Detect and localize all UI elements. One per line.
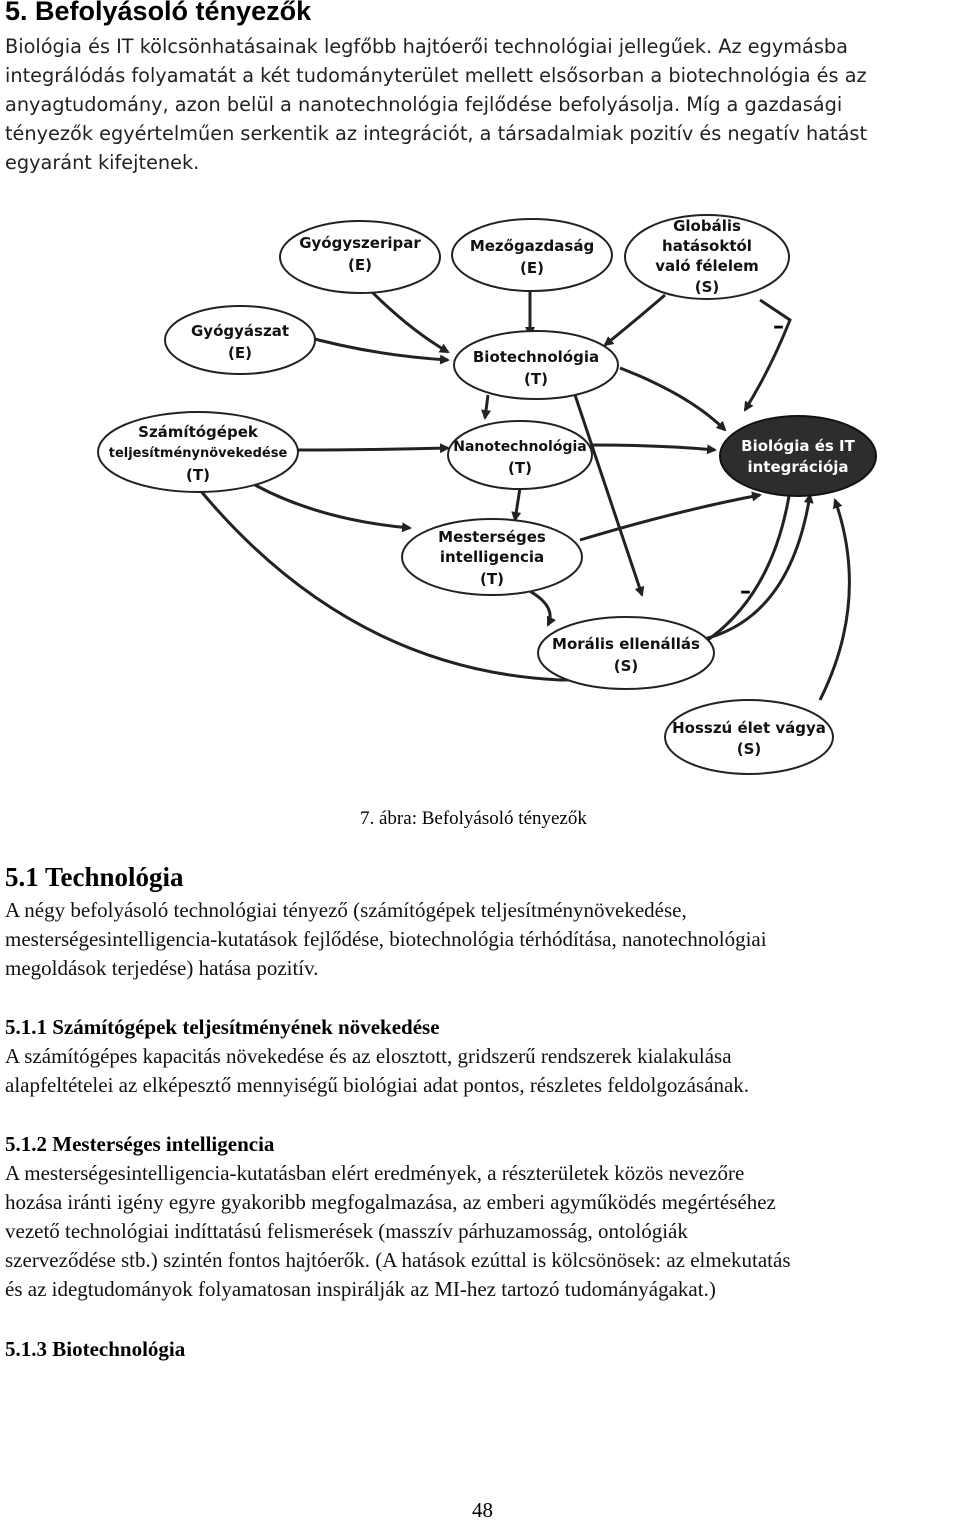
node-label: Mezőgazdaság bbox=[469, 237, 595, 255]
intro-line: Biológia és IT kölcsönhatásainak legfőbb hajtóerői technológiai jellegűek. Az egymásba bbox=[5, 35, 848, 58]
node-label: Mesterséges bbox=[438, 528, 546, 546]
intro-line: anyagtudomány, azon belül a nanotechnológia fejlődése befolyásolja. Míg a gazdasági bbox=[5, 93, 843, 116]
intro-line: integrálódás folyamatát a két tudományterület mellett elsősorban a biotechnológia és az bbox=[5, 64, 867, 87]
body-line: alapfeltételei az elképesztő mennyiségű biológiai adat pontos, részletes feldolgozásának. bbox=[5, 1073, 750, 1097]
body-line: megoldások terjedése) hatása pozitív. bbox=[5, 956, 319, 980]
node-biotechnologia bbox=[454, 331, 618, 399]
node-hosszu bbox=[665, 700, 833, 774]
node-integracio bbox=[720, 416, 876, 496]
node-label: Globális bbox=[673, 217, 741, 235]
minus-label: – bbox=[773, 314, 784, 339]
body-line: A számítógépes kapacitás növekedése és az elosztott, gridszerű rendszerek kialakulása bbox=[5, 1044, 732, 1068]
edge-globalis-biotech bbox=[605, 295, 665, 345]
node-nanotechnologia bbox=[448, 421, 592, 489]
node-gyogyaszat bbox=[165, 306, 315, 374]
body-line: és az idegtudományok folyamatosan inspirálják az MI-hez tartozó tudományágakat.) bbox=[5, 1277, 716, 1301]
page-heading: 5. Befolyásoló tényezők bbox=[5, 0, 312, 26]
edge-biotech-moralis bbox=[575, 395, 642, 595]
node-label: (E) bbox=[520, 259, 544, 277]
edge-szamitogepek-mi bbox=[255, 485, 410, 528]
body-line: hozása iránti igény egyre gyakoribb megfogalmazása, az emberi agyműködés megértéséhez bbox=[5, 1190, 776, 1214]
body-line: szerveződése stb.) szintén fontos hajtóerők. (A hatások ezúttal is kölcsönösek: az elmekutatás bbox=[5, 1248, 791, 1272]
body-line: A mesterségesintelligencia-kutatásban elért eredmények, a részterületek közös nevezőre bbox=[5, 1161, 745, 1185]
node-label: Morális ellenállás bbox=[552, 635, 700, 653]
edge-mi-integracio bbox=[580, 495, 760, 540]
node-label: (S) bbox=[694, 278, 720, 296]
node-globalis bbox=[625, 215, 789, 299]
node-label: Gyógyászat bbox=[191, 322, 289, 340]
body-line: vezető technológiai indíttatású felismerések (masszív párhuzamosság, ontológiák bbox=[5, 1219, 688, 1243]
edge-biotech-integracio bbox=[620, 368, 725, 430]
node-label: (T) bbox=[508, 459, 532, 477]
node-label: (E) bbox=[228, 344, 252, 362]
node-mezogazdasag bbox=[452, 219, 612, 291]
edge-nano-integracio bbox=[592, 445, 715, 450]
edge-biotech-nano bbox=[485, 395, 488, 418]
node-label: intelligencia bbox=[439, 548, 545, 566]
body-line: mesterségesintelligencia-kutatások fejlődése, biotechnológia térhódítása, nanotechnológiai bbox=[5, 927, 767, 951]
node-szamitogepek bbox=[98, 412, 298, 492]
figure-caption: 7. ábra: Befolyásoló tényezők bbox=[360, 808, 587, 829]
page-number: 48 bbox=[472, 1498, 493, 1522]
edge-nano-mi bbox=[515, 488, 520, 520]
node-mesterseges bbox=[402, 519, 582, 595]
node-label: (T) bbox=[524, 370, 548, 388]
node-label: hatásoktól bbox=[662, 237, 752, 255]
node-label: Biológia és IT bbox=[741, 437, 855, 455]
influence-diagram bbox=[0, 200, 960, 800]
node-gyogyszeripar bbox=[280, 221, 440, 293]
edge-moralis-integracio bbox=[700, 495, 810, 640]
edge-szamitogepek-nano bbox=[298, 448, 448, 450]
intro-line: egyaránt kifejtenek. bbox=[5, 151, 200, 174]
node-label: (S) bbox=[613, 657, 639, 675]
node-label: Számítógépek bbox=[138, 423, 258, 441]
node-label: Nanotechnológia bbox=[453, 439, 587, 455]
minus-label: – bbox=[740, 579, 751, 604]
node-label: való félelem bbox=[655, 257, 759, 275]
section-heading: 5.1 Technológia bbox=[5, 862, 184, 892]
node-label: (E) bbox=[348, 256, 372, 274]
edge-hosszu-integracio bbox=[820, 500, 849, 700]
node-label: (S) bbox=[736, 740, 762, 758]
subsection-heading: 5.1.2 Mesterséges intelligencia bbox=[5, 1132, 275, 1156]
edge-gyogyszeripar-biotech bbox=[370, 290, 448, 352]
node-moralis bbox=[538, 617, 714, 689]
node-label: Biotechnológia bbox=[472, 348, 600, 366]
node-label: integrációja bbox=[747, 458, 849, 476]
node-label: teljesítménynövekedése bbox=[108, 446, 288, 461]
node-label: Gyógyszeripar bbox=[299, 234, 421, 252]
intro-line: tényezők egyértelműen serkentik az integrációt, a társadalmiak pozitív és negatív hatást bbox=[5, 122, 868, 145]
subsection-heading: 5.1.1 Számítógépek teljesítményének növekedése bbox=[5, 1015, 440, 1039]
body-line: A négy befolyásoló technológiai tényező (számítógépek teljesítménynövekedése, bbox=[5, 898, 687, 922]
node-label: Hosszú élet vágya bbox=[672, 719, 826, 737]
subsection-heading: 5.1.3 Biotechnológia bbox=[5, 1337, 186, 1361]
node-label: (T) bbox=[186, 466, 210, 484]
node-label: (T) bbox=[480, 570, 504, 588]
